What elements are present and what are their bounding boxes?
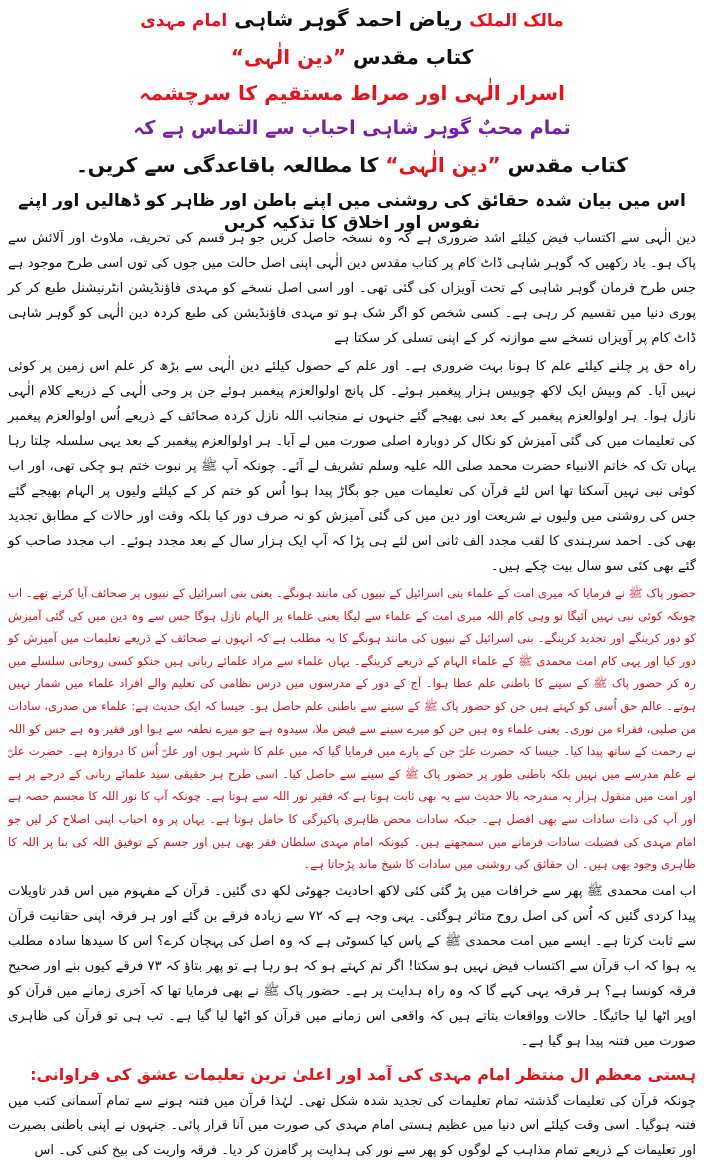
title-suffix: امام مہدی <box>140 11 228 31</box>
request-line: تمام محبٌ گوہر شاہی احباب سے التماس ہے کہ <box>133 117 571 139</box>
book-title-line <box>8 44 696 80</box>
document-body <box>8 226 696 1163</box>
study-line <box>8 152 696 190</box>
instruction-line: اس میں بیان شدہ حقائق کی روشنی میں اپنے باطن اور ظاہر کو ڈھالیں اور اپنے نفوس اور اخلاق کا تذکیہ کریں <box>18 191 686 234</box>
subtitle-line: اسرار الٰہی اور صراط مستقیم کا سرچشمہ <box>139 81 565 105</box>
section-heading: ہستی معظم ال منتظر امام مہدی کی آمد اور اعلیٰ ترین تعلیمات عشق کی فراوانی: <box>30 1064 696 1084</box>
paragraph-sects: اب امت محمدی ﷺ پھر سے خرافات میں پڑ گئی کئی لاکھ احادیث جھوٹی لکھ دی گئیں۔ قرآن کے مفہوم میں اس قدر تاویلات پیدا کردی گئیں کہ اُس کی اصل روح متاثر ہوگئی۔ یہی وجہ ہے کہ ۷۲ سے زیادہ فرقے بن گئے اور ہر فرقہ اپنی حقانیت قرآن سے ثابت کرتا ہے۔ ایسے میں امت محمدی ﷺ کے پاس کیا کسوٹی ہے کہ وہ اصل کی پہچان کرے؟ اس کا سیدھا سادہ مطلب یہ ہوا کہ اب قرآن سے اکتساب فیض نہیں ہو سکتا! اگر تم کہتے ہو کہ ہو رہا ہے تو پھر بتاؤ کہ ۷۳ فرقے کیوں بنے اور صحیح فرقہ کونسا ہے؟ ہر فرقہ یہی کہے گا کہ وہ راہ ہدایت پر ہے۔ حضور پاک ﷺ نے بھی فرمایا تھا کہ آخری زمانے میں قرآن کو اوپر اٹھا لیا جائیگا۔ حالات وواقعات بتاتے ہیں کہ واقعی اس زمانے میں قرآن کو اٹھا لیا گیا ہے۔ تب ہی تو قرآن کی ظاہری صورت میں فتنہ پیدا ہو گیا ہے۔ <box>8 883 697 1049</box>
study-prefix: کتاب مقدس <box>507 153 628 177</box>
paragraph-imam-mahdi: چونکہ قرآن کی تعلیمات گذشتہ تمام تعلیمات کی تجدید شدہ شکل تھی۔ لہٰذا قرآن میں فتنہ ہونے سے تمام آسمانی کتب میں فتنہ ہوگیا۔ اسی وقت کیلئے اس دنیا میں عظیم ہستی امام مہدی کی صورت میں آنا قرار پائی۔ جنہوں نے اپنی باطنی بصیرت اور تعلیمات کے ذریعے تمام مذاہب کے لوگوں کو پھر سے نور کی ہدایت پر گامزن کر دیا۔ فرقہ واریت کی بیخ کنی کی۔ اس <box>8 1093 696 1158</box>
paragraph-hadith-scholars: حضور پاک ﷺ نے فرمایا کہ میری امت کے علماء بنی اسرائیل کے نبیوں کی مانند ہونگے۔ یعنی بنی اسرائیل کے نبیوں پر صحائف آیا کرتے تھے۔ اب چونکہ کوئی نبی نہیں آئیگا تو وہی کام اللہ میری امت کے علماء سے لیگا یعنی علماء پر الہام نازل ہوگا جس سے وہ دین میں کی گئی آمیزش کو دور کرینگے اور تجدید کرینگے۔ بنی اسرائیل کے نبیوں کی مانند ہونگے کا یہ مطلب ہے کہ انہوں نے صحائف کے ذریعے تعلیمات میں آمیزش کو دور کیا اور یہی کام امت محمدی ﷺ کے علماء الہام کے ذریعے کرینگے۔ یہاں علماء سے مراد علمائے ربانی ہیں جنکو کسی روحانی سلسلے میں رہ کر حضور پاک ﷺ کے سینے کا باطنی علم عطا ہوا۔ آج کے دور کے مدرسوں میں درس نظامی کی تعلیم والے افراد علماء میں شمار نہیں ہوتے۔ عالم حق اُسی کو کہتے ہیں جن کو حضور پاک ﷺ کے سینے سے باطنی علم حاصل ہو۔ جیسا کہ ایک حدیث ہے: علماء من صدری، سادات من صلبی، فقراء من نوری۔ یعنی علماء وہ ہیں جن کو میرے سینے سے فیض ملا، سیدوہ ہے جو میرے نطفہ سے ہوا اور فقیر وہ ہے جس کو اللہ نے رحمت کے ساتھ پیدا کیا۔ جیسا کہ حضرت علیؓ جن کے بارے میں فرمایا گیا کہ میں علم کا شہر ہوں اور علیؓ اُس کا دروازہ ہے۔ حضرت علیؓ نے علم مدرسے میں نہیں بلکہ باطنی طور پر حضور پاک ﷺ کے سینے سے حاصل کیا۔ اسی طرح ہر حقیقی سید علمائے ربانی کے درجے پر ہے اور امت میں منقول ہزار یہ مندرجہ بالا حدیث سے یہ بھی ثابت ہوتا ہے کہ فقیر نور اللہ سے ہوتا ہے۔ چونکہ آپ کا نور اللہ کا مجسم حصہ ہے اور آپ کی ذات سادات سے بھی افضل ہے۔ جبکہ سادات محض ظاہری پاکیزگی کا حامل ہوتا ہے۔ یہاں پر وہ احباب اپنی اصلاح کر لیں جو امام مہدی کی فضیلت سادات فرمانے میں سمجھتے ہیں۔ کیونکہ امام مہدی سلطان فقر بھی ہیں اور جسم کے توفیق اللہ کی بنا پر اللہ کا ظاہری وجود بھی ہیں۔ ان حقائق کی روشنی میں سادات کا شیخ ماند پڑجاتا ہے۔ <box>8 586 696 872</box>
study-suffix: کا مطالعہ باقاعدگی سے کریں۔ <box>76 153 379 177</box>
paragraph-authentic-copy: دین الٰہی سے اکتساب فیض کیلئے اشد ضروری ہے کہ وہ نسخہ حاصل کریں جو ہر قسم کی تحریف، ملاوٹ اور آلائش سے پاک ہو۔ یاد رکھیں کہ گوہر شاہی ڈاٹ کام پر کتاب مقدس دین الٰہی اپنی اصل حالت میں جوں کی توں اسی طرح موجود ہے جس طرح فرمان گوہر شاہی کے تحت آویزاں کی گئی تھی۔ اور اسی اصل نسخے کو مہدی فاؤنڈیشن انٹرنیشنل طبع کر کر پوری دنیا میں تقسیم کر رہی ہے۔ کسی شخص کو اگر شک ہو تو مہدی فاؤنڈیشن کی طبع کردہ دین الٰہی کو گوہر شاہی ڈاٹ کام پر آویزاں نسخے سے موازنہ کر کے اپنی تسلی کر سکتا ہے <box>8 231 696 346</box>
book-title-prefix: کتاب مقدس <box>353 45 474 69</box>
paragraph-prophets-history: راہ حق پر چلنے کیلئے علم کا ہونا بہت ضروری ہے۔ اور علم کے حصول کیلئے دین الٰہی سے بڑھ کر علم اس زمین پر کوئی نہیں آیا۔ کم وبیش ایک لاکھ چوبیس ہزار پیغمبر ہوئے۔ کل پانچ اولوالعزم پیغمبر ہوئے جن پر وحی الٰہی کے ذریعے کلام الٰہی نازل ہوا۔ ہر اولوالعزم پیغمبر کے بعد نبی بھیجے گئے جنہوں نے منجانب اللہ نازل کردہ صحائف کے ذریعے اُس اولوالعزم پیغمبر کی تعلیمات میں کی گئی آمیزش کو نکال کر دوبارہ اصلی صورت میں لے آیا۔ ہر اولوالعزم پیغمبر کے بعد یہی سلسلہ چلتا رہا یہاں تک کہ خاتم الانبیاء حضرت محمد صلی اللہ علیہ وسلم تشریف لے آئے۔ چونکہ آپ ﷺ پر نبوت ختم ہو چکی تھی، اور اب کوئی نبی نہیں آسکتا تھا اس لئے قرآن کی تعلیمات میں جو بگاڑ پیدا ہوا اُس کو ختم کر کے کیلئے ولیوں پر الہام بھیجے گئے جس کی روشنی میں ولیوں نے شریعت اور دین میں کی گئی آمیزش کو نہ صرف دور کیا بلکہ وقت اور حالات کے مطابق تجدید بھی کی۔ احمد سرہندی کا لقب مجدد الف ثانی اس لئے ہی پڑا کہ آپ ایک ہزار سال کے بعد مجدد ہوئے۔ اب مجدد صاحب کو گئے بھی کئی سو سال بیت چکے ہیں۔ <box>8 359 696 574</box>
header-title-line <box>8 6 696 38</box>
book-title-quote: ”دین الٰہی“ <box>230 45 347 69</box>
title-prefix: مالک الملک <box>469 11 564 31</box>
title-name: ریاض احمد گوہر شاہی <box>234 7 463 31</box>
study-quote: ”دین الٰہی“ <box>385 153 501 177</box>
